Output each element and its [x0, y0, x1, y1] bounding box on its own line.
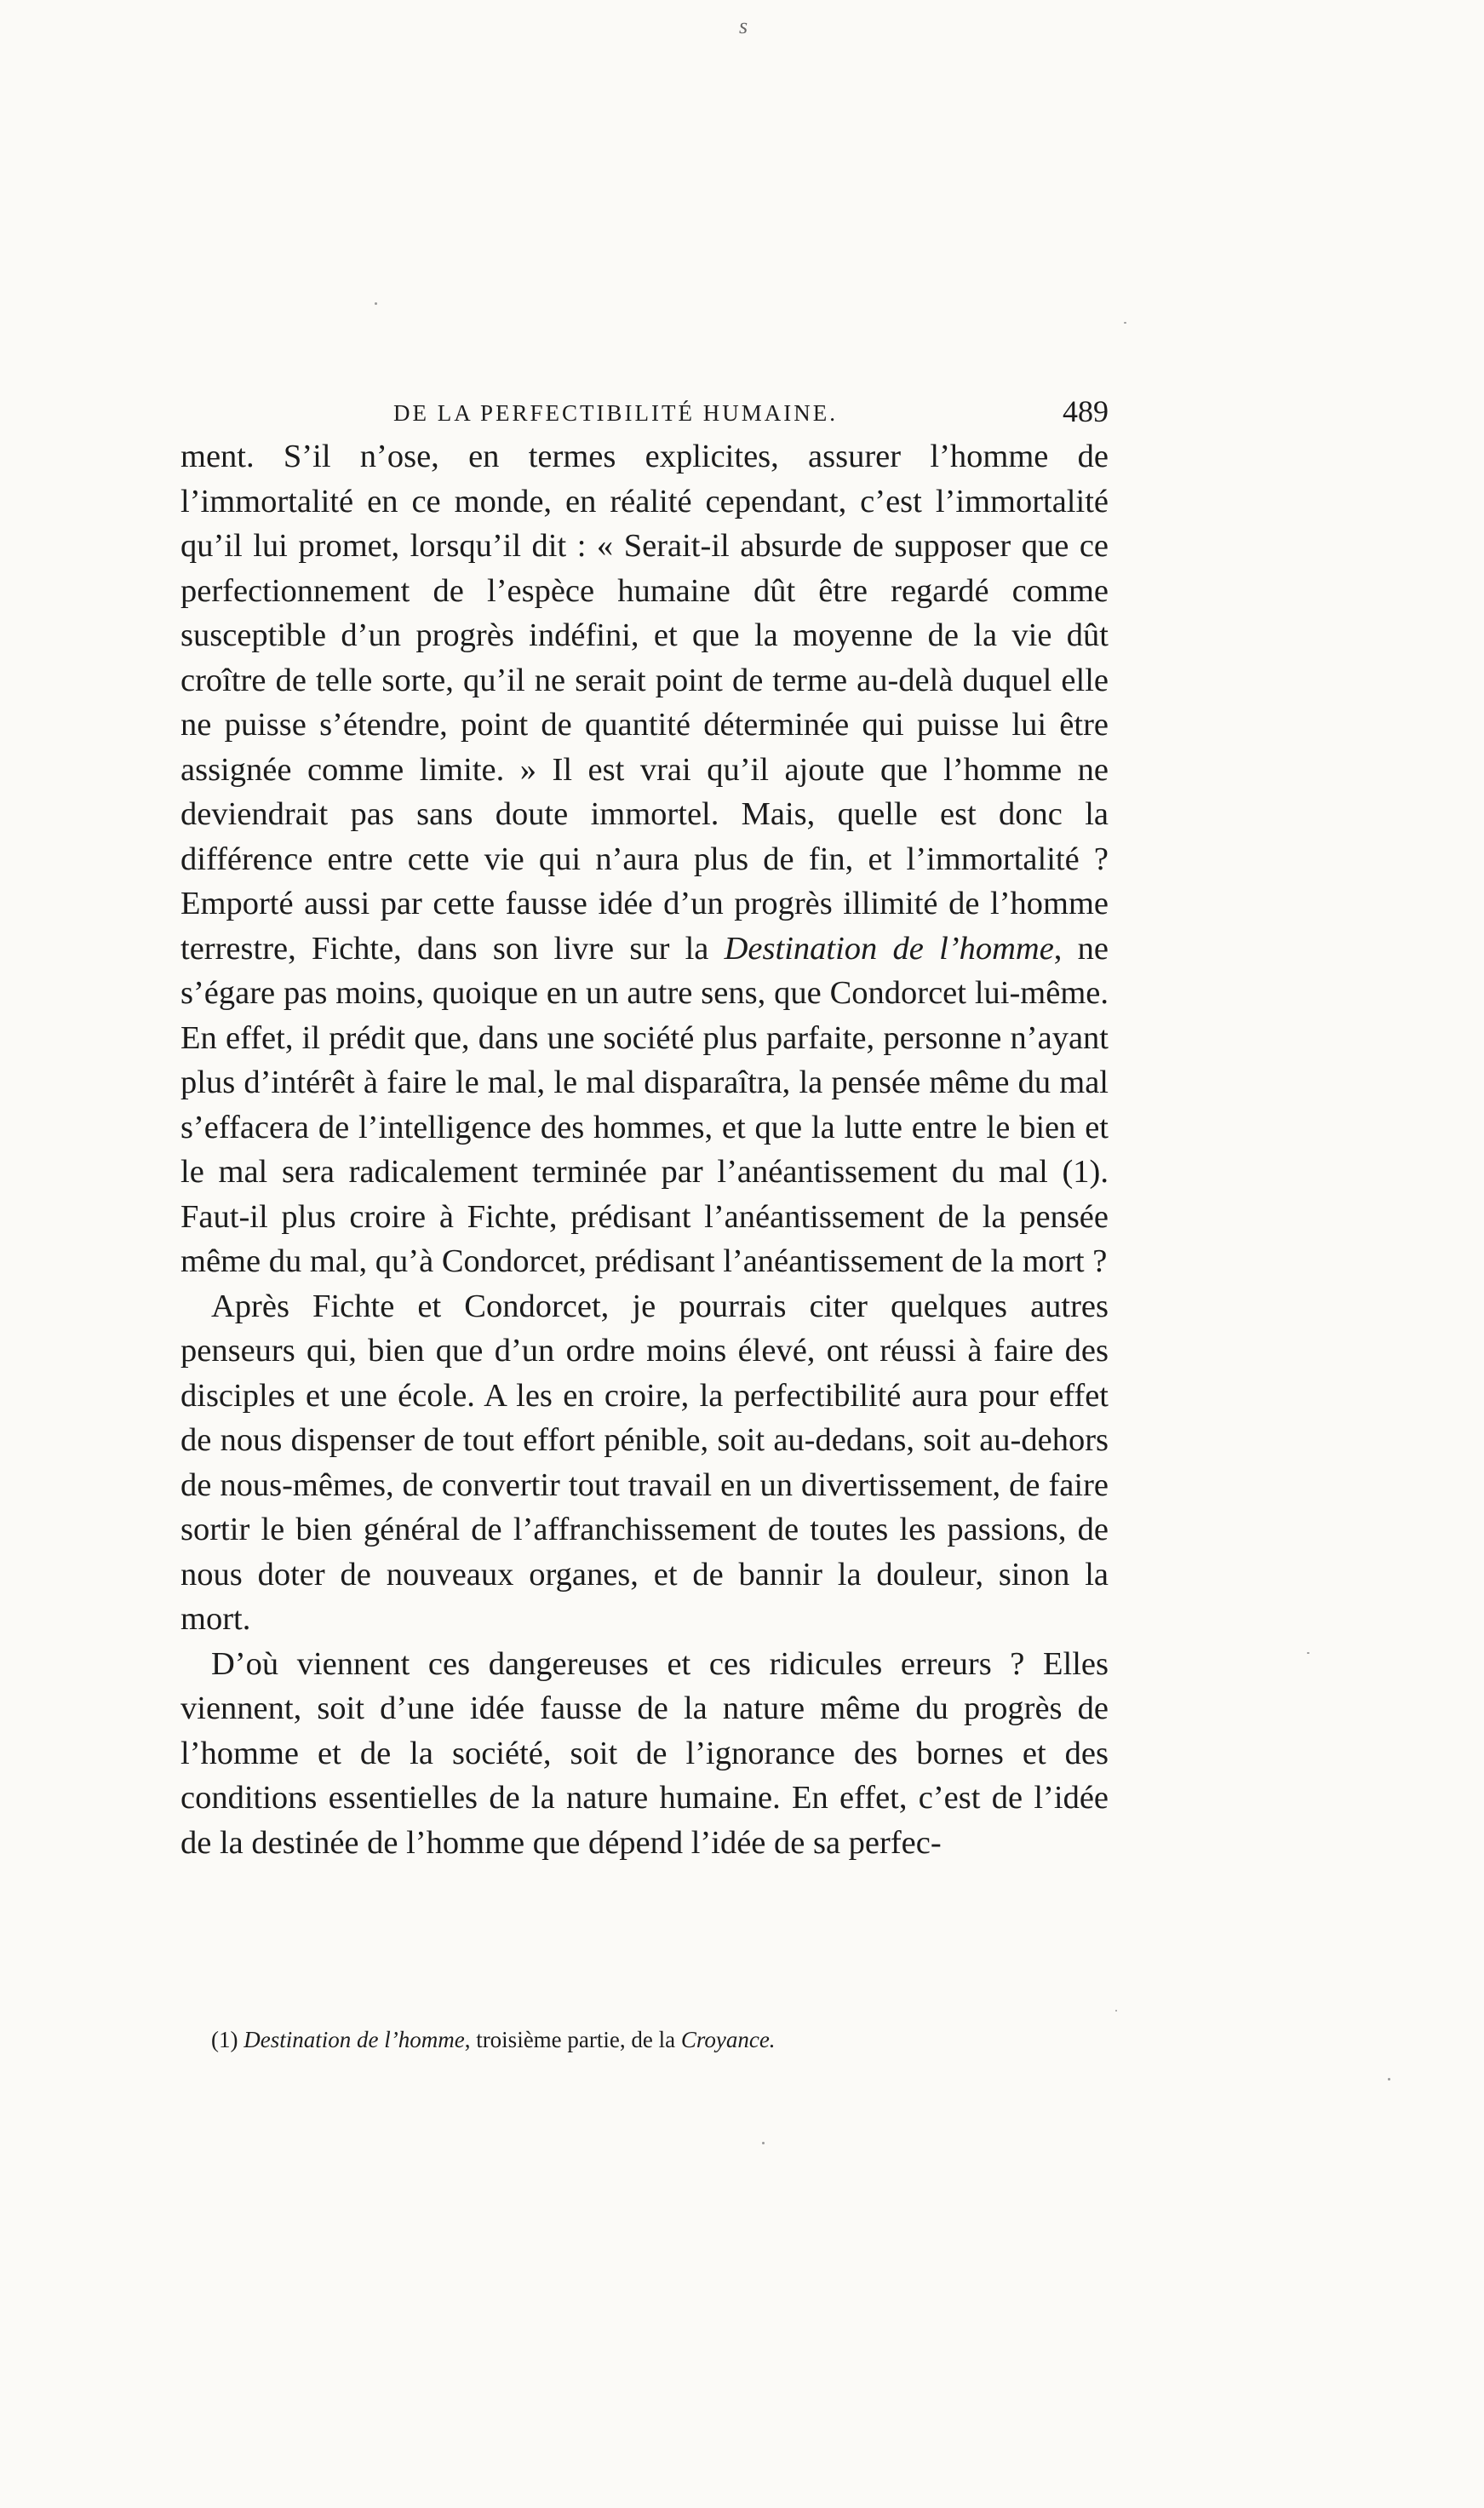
paragraph-3 — [180, 1642, 1109, 1866]
body-text — [180, 434, 1109, 1865]
paragraph-1-text-a: ment. S’il n’ose, en termes explicites, assurer l’homme de l’immortalité en ce monde, en réalité cependant, c’est l’immortalité qu’il lui promet, lorsqu’il dit : « Serait-il absurde de supposer que ce perfectionnement de l’espèce humaine dût être regardé comme susceptible d’un progrès indéfini, et que la moyenne de la vie dût croître de telle sorte, qu’il ne serait point de terme au-delà duquel elle ne puisse s’étendre, point de quantité déterminée qui puisse lui être assignée comme limite. » Il est vrai qu’il ajoute que l’homme ne deviendrait pas sans doute immortel. Mais, quelle est donc la différence entre cette vie qui n’aura plus de fin, et l’immortalité ? Emporté aussi par cette fausse idée d’un progrès illimité de l’homme terrestre, Fichte, dans son livre sur la — [180, 439, 1109, 967]
footnote-title-2: Croyance. — [680, 2027, 776, 2052]
paragraph-1 — [180, 434, 1109, 1284]
footnote — [211, 2025, 1114, 2054]
speck — [1115, 2010, 1117, 2012]
footnote-text: , troisième partie, de la — [464, 2027, 681, 2052]
book-title: Destination de l’homme — [724, 930, 1054, 967]
paragraph-2-text: Après Fichte et Condorcet, je pourrais citer quelques autres penseurs qui, bien que d’un ordre moins élevé, ont réussi à faire des disciples et une école. A les en croire, la perfectibilité aura pour effet de nous dispenser de tout effort pénible, soit au-dedans, soit au-dehors de nous-mêmes, de convertir tout travail en un divertissement, de faire sortir le bien général de l’affranchissement de toutes les passions, de nous doter de nouveaux organes, et de bannir la douleur, sinon la mort. — [180, 1288, 1109, 1637]
speck — [1124, 322, 1126, 324]
footnote-title: Destination de l’homme — [244, 2027, 465, 2052]
paragraph-3-text: D’où viennent ces dangereuses et ces ridicules erreurs ? Elles viennent, soit d’une idée fausse de la nature même du progrès de l’homme et de la société, soit de l’ignorance des bornes et des conditions essentielles de la nature humaine. En effet, c’est de l’idée de la destinée de l’homme que dépend l’idée de sa perfec- — [180, 1645, 1109, 1861]
page-header — [180, 393, 1109, 431]
speck — [1307, 1652, 1309, 1654]
top-mark: s — [739, 14, 748, 38]
paragraph-1-text-b: , ne s’égare pas moins, quoique en un autre sens, que Condorcet lui-même. En effet, il prédit que, dans une société plus parfaite, personne n’ayant plus d’intérêt à faire le mal, le mal disparaîtra, la pensée même du mal s’effacera de l’intelligence des hommes, et que la lutte entre le bien et le mal sera radicalement terminée par l’anéantissement du mal (1). Faut-il plus croire à Fichte, prédisant l’anéantissement de la pensée même du mal, qu’à Condorcet, prédisant l’anéantissement de la mort ? — [180, 930, 1109, 1279]
footnote-marker: (1) — [211, 2027, 238, 2052]
page-number: 489 — [1063, 394, 1109, 428]
speck — [375, 302, 377, 305]
running-head: DE LA PERFECTIBILITÉ HUMAINE. — [393, 400, 838, 426]
paragraph-2 — [180, 1284, 1109, 1642]
speck — [1388, 2078, 1390, 2080]
speck — [762, 2142, 765, 2144]
